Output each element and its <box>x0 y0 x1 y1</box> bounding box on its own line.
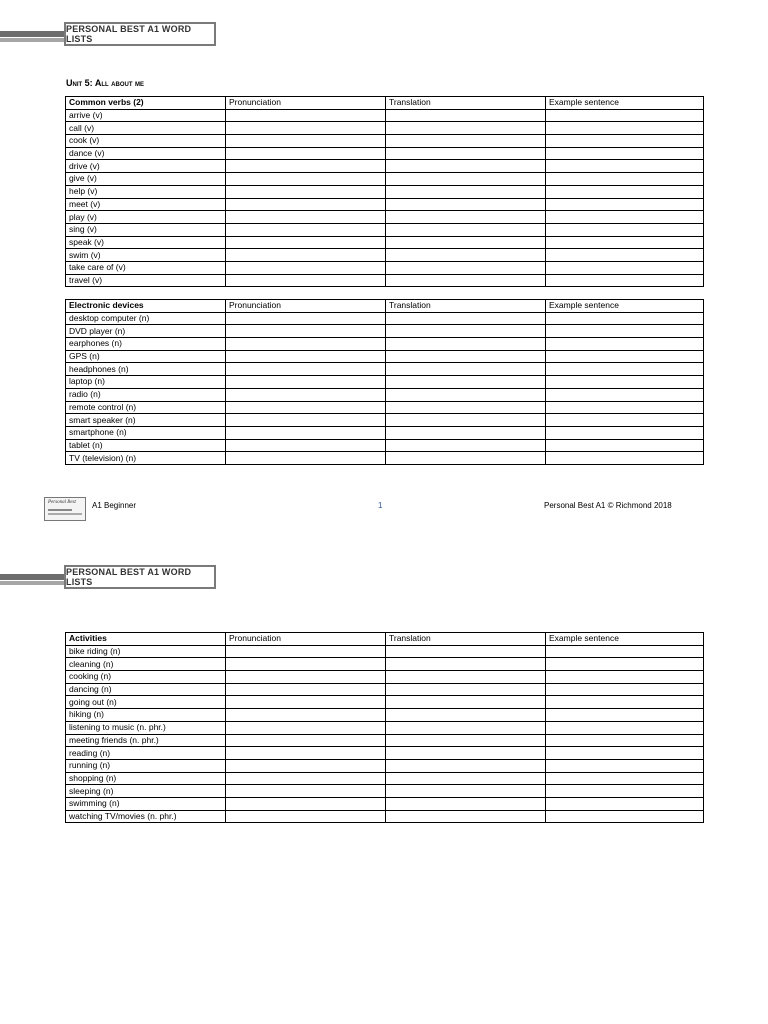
page1-header-banner <box>0 22 216 46</box>
word-cell: DVD player (n) <box>66 325 226 338</box>
pronunciation-cell <box>226 376 386 389</box>
footer-level: A1 Beginner <box>92 501 137 510</box>
table-row <box>66 439 704 452</box>
word-cell: running (n) <box>66 759 226 772</box>
table-row <box>66 261 704 274</box>
column-header: Example sentence <box>546 300 704 313</box>
example-sentence-cell <box>546 772 704 785</box>
translation-cell <box>386 683 546 696</box>
table-header-row <box>66 97 704 110</box>
table-row <box>66 797 704 810</box>
pronunciation-cell <box>226 747 386 760</box>
word-cell: smartphone (n) <box>66 426 226 439</box>
pronunciation-cell <box>226 338 386 351</box>
translation-cell <box>386 173 546 186</box>
table-row <box>66 198 704 211</box>
table-row <box>66 185 704 198</box>
translation-cell <box>386 658 546 671</box>
pronunciation-cell <box>226 211 386 224</box>
table-row <box>66 236 704 249</box>
translation-cell <box>386 122 546 135</box>
word-cell: travel (v) <box>66 274 226 287</box>
example-sentence-cell <box>546 249 704 262</box>
translation-cell <box>386 645 546 658</box>
translation-cell <box>386 249 546 262</box>
translation-cell <box>386 452 546 465</box>
translation-cell <box>386 709 546 722</box>
word-cell: drive (v) <box>66 160 226 173</box>
word-cell: call (v) <box>66 122 226 135</box>
page1-footer <box>0 497 768 521</box>
table-row <box>66 747 704 760</box>
pronunciation-cell <box>226 452 386 465</box>
translation-cell <box>386 734 546 747</box>
word-cell: swim (v) <box>66 249 226 262</box>
translation-cell <box>386 363 546 376</box>
pronunciation-cell <box>226 236 386 249</box>
word-cell: bike riding (n) <box>66 645 226 658</box>
example-sentence-cell <box>546 759 704 772</box>
pronunciation-cell <box>226 683 386 696</box>
table-row <box>66 135 704 148</box>
pronunciation-cell <box>226 173 386 186</box>
table-row <box>66 658 704 671</box>
translation-cell <box>386 376 546 389</box>
table-row <box>66 363 704 376</box>
example-sentence-cell <box>546 721 704 734</box>
example-sentence-cell <box>546 211 704 224</box>
pronunciation-cell <box>226 109 386 122</box>
translation-cell <box>386 261 546 274</box>
translation-cell <box>386 350 546 363</box>
table-row <box>66 671 704 684</box>
example-sentence-cell <box>546 198 704 211</box>
footer-copyright: Personal Best A1 © Richmond 2018 <box>544 501 672 510</box>
word-cell: dancing (n) <box>66 683 226 696</box>
word-cell: headphones (n) <box>66 363 226 376</box>
unit-title: Unit 5: All about me <box>66 78 144 88</box>
word-cell: hiking (n) <box>66 709 226 722</box>
example-sentence-cell <box>546 439 704 452</box>
pronunciation-cell <box>226 160 386 173</box>
word-cell: cleaning (n) <box>66 658 226 671</box>
word-cell: speak (v) <box>66 236 226 249</box>
translation-cell <box>386 185 546 198</box>
page1-header-title: PERSONAL BEST A1 WORD LISTS <box>64 22 216 46</box>
example-sentence-cell <box>546 810 704 823</box>
table-row <box>66 759 704 772</box>
pronunciation-cell <box>226 401 386 414</box>
table-row <box>66 147 704 160</box>
word-cell: give (v) <box>66 173 226 186</box>
translation-cell <box>386 312 546 325</box>
page2-header-title: PERSONAL BEST A1 WORD LISTS <box>64 565 216 589</box>
example-sentence-cell <box>546 173 704 186</box>
pronunciation-cell <box>226 658 386 671</box>
translation-cell <box>386 198 546 211</box>
column-header: Pronunciation <box>226 97 386 110</box>
table-row <box>66 122 704 135</box>
word-cell: watching TV/movies (n. phr.) <box>66 810 226 823</box>
table-row <box>66 173 704 186</box>
translation-cell <box>386 274 546 287</box>
word-cell: going out (n) <box>66 696 226 709</box>
word-cell: meet (v) <box>66 198 226 211</box>
pronunciation-cell <box>226 363 386 376</box>
translation-cell <box>386 439 546 452</box>
column-header: Pronunciation <box>226 300 386 313</box>
translation-cell <box>386 211 546 224</box>
translation-cell <box>386 772 546 785</box>
word-cell: cook (v) <box>66 135 226 148</box>
pronunciation-cell <box>226 325 386 338</box>
translation-cell <box>386 759 546 772</box>
word-cell: laptop (n) <box>66 376 226 389</box>
word-cell: listening to music (n. phr.) <box>66 721 226 734</box>
word-cell: desktop computer (n) <box>66 312 226 325</box>
pronunciation-cell <box>226 797 386 810</box>
word-cell: remote control (n) <box>66 401 226 414</box>
example-sentence-cell <box>546 325 704 338</box>
table-row <box>66 696 704 709</box>
table-row <box>66 211 704 224</box>
translation-cell <box>386 325 546 338</box>
table-row <box>66 249 704 262</box>
banner-stripe-dark <box>0 574 66 580</box>
translation-cell <box>386 338 546 351</box>
personal-best-logo <box>44 497 86 521</box>
common-verbs-table <box>65 96 704 287</box>
word-cell: cooking (n) <box>66 671 226 684</box>
example-sentence-cell <box>546 401 704 414</box>
pronunciation-cell <box>226 696 386 709</box>
translation-cell <box>386 810 546 823</box>
logo-text: Personal Best <box>48 500 76 505</box>
activities-table <box>65 632 704 823</box>
translation-cell <box>386 696 546 709</box>
pronunciation-cell <box>226 147 386 160</box>
table-row <box>66 325 704 338</box>
pronunciation-cell <box>226 135 386 148</box>
word-cell: radio (n) <box>66 388 226 401</box>
translation-cell <box>386 721 546 734</box>
example-sentence-cell <box>546 274 704 287</box>
table-row <box>66 645 704 658</box>
translation-cell <box>386 223 546 236</box>
column-header: Electronic devices <box>66 300 226 313</box>
example-sentence-cell <box>546 797 704 810</box>
example-sentence-cell <box>546 709 704 722</box>
example-sentence-cell <box>546 671 704 684</box>
translation-cell <box>386 785 546 798</box>
example-sentence-cell <box>546 236 704 249</box>
electronic-devices-table <box>65 299 704 465</box>
table-row <box>66 274 704 287</box>
pronunciation-cell <box>226 734 386 747</box>
pronunciation-cell <box>226 185 386 198</box>
word-cell: play (v) <box>66 211 226 224</box>
example-sentence-cell <box>546 747 704 760</box>
table-row <box>66 401 704 414</box>
pronunciation-cell <box>226 426 386 439</box>
word-cell: swimming (n) <box>66 797 226 810</box>
word-cell: arrive (v) <box>66 109 226 122</box>
pronunciation-cell <box>226 645 386 658</box>
translation-cell <box>386 147 546 160</box>
table-row <box>66 709 704 722</box>
pronunciation-cell <box>226 709 386 722</box>
logo-bar <box>48 513 82 515</box>
pronunciation-cell <box>226 223 386 236</box>
translation-cell <box>386 671 546 684</box>
column-header: Translation <box>386 97 546 110</box>
table-row <box>66 160 704 173</box>
column-header: Activities <box>66 633 226 646</box>
example-sentence-cell <box>546 147 704 160</box>
table-row <box>66 109 704 122</box>
example-sentence-cell <box>546 122 704 135</box>
example-sentence-cell <box>546 135 704 148</box>
word-cell: earphones (n) <box>66 338 226 351</box>
table-row <box>66 721 704 734</box>
example-sentence-cell <box>546 363 704 376</box>
example-sentence-cell <box>546 376 704 389</box>
translation-cell <box>386 797 546 810</box>
table-row <box>66 452 704 465</box>
table-row <box>66 376 704 389</box>
example-sentence-cell <box>546 734 704 747</box>
word-cell: tablet (n) <box>66 439 226 452</box>
example-sentence-cell <box>546 426 704 439</box>
word-cell: meeting friends (n. phr.) <box>66 734 226 747</box>
pronunciation-cell <box>226 772 386 785</box>
column-header: Translation <box>386 300 546 313</box>
example-sentence-cell <box>546 185 704 198</box>
banner-stripe-light <box>0 38 66 42</box>
pronunciation-cell <box>226 198 386 211</box>
word-cell: TV (television) (n) <box>66 452 226 465</box>
translation-cell <box>386 236 546 249</box>
pronunciation-cell <box>226 388 386 401</box>
table-row <box>66 338 704 351</box>
pronunciation-cell <box>226 249 386 262</box>
pronunciation-cell <box>226 274 386 287</box>
table-row <box>66 734 704 747</box>
word-cell: help (v) <box>66 185 226 198</box>
example-sentence-cell <box>546 696 704 709</box>
example-sentence-cell <box>546 658 704 671</box>
logo-bar <box>48 509 72 511</box>
pronunciation-cell <box>226 350 386 363</box>
pronunciation-cell <box>226 439 386 452</box>
word-cell: sing (v) <box>66 223 226 236</box>
table-header-row <box>66 633 704 646</box>
word-cell: take care of (v) <box>66 261 226 274</box>
word-cell: GPS (n) <box>66 350 226 363</box>
translation-cell <box>386 401 546 414</box>
word-cell: reading (n) <box>66 747 226 760</box>
word-cell: dance (v) <box>66 147 226 160</box>
table-row <box>66 683 704 696</box>
word-cell: shopping (n) <box>66 772 226 785</box>
pronunciation-cell <box>226 414 386 427</box>
example-sentence-cell <box>546 109 704 122</box>
table-row <box>66 785 704 798</box>
pronunciation-cell <box>226 810 386 823</box>
word-cell: sleeping (n) <box>66 785 226 798</box>
pronunciation-cell <box>226 785 386 798</box>
column-header: Example sentence <box>546 97 704 110</box>
table-row <box>66 772 704 785</box>
pronunciation-cell <box>226 122 386 135</box>
example-sentence-cell <box>546 223 704 236</box>
pronunciation-cell <box>226 759 386 772</box>
word-cell: smart speaker (n) <box>66 414 226 427</box>
column-header: Translation <box>386 633 546 646</box>
page2-header-banner <box>0 565 216 589</box>
footer-page-number: 1 <box>378 501 383 510</box>
table-row <box>66 388 704 401</box>
example-sentence-cell <box>546 388 704 401</box>
example-sentence-cell <box>546 338 704 351</box>
example-sentence-cell <box>546 452 704 465</box>
table-row <box>66 312 704 325</box>
pronunciation-cell <box>226 721 386 734</box>
pronunciation-cell <box>226 312 386 325</box>
table-row <box>66 426 704 439</box>
translation-cell <box>386 414 546 427</box>
translation-cell <box>386 747 546 760</box>
translation-cell <box>386 160 546 173</box>
example-sentence-cell <box>546 160 704 173</box>
table-row <box>66 810 704 823</box>
translation-cell <box>386 388 546 401</box>
pronunciation-cell <box>226 671 386 684</box>
example-sentence-cell <box>546 414 704 427</box>
example-sentence-cell <box>546 312 704 325</box>
banner-stripe-light <box>0 581 66 585</box>
translation-cell <box>386 135 546 148</box>
column-header: Pronunciation <box>226 633 386 646</box>
table-header-row <box>66 300 704 313</box>
translation-cell <box>386 426 546 439</box>
table-row <box>66 223 704 236</box>
column-header: Common verbs (2) <box>66 97 226 110</box>
pronunciation-cell <box>226 261 386 274</box>
column-header: Example sentence <box>546 633 704 646</box>
example-sentence-cell <box>546 785 704 798</box>
example-sentence-cell <box>546 683 704 696</box>
table-row <box>66 414 704 427</box>
example-sentence-cell <box>546 645 704 658</box>
table-row <box>66 350 704 363</box>
example-sentence-cell <box>546 261 704 274</box>
example-sentence-cell <box>546 350 704 363</box>
translation-cell <box>386 109 546 122</box>
banner-stripe-dark <box>0 31 66 37</box>
